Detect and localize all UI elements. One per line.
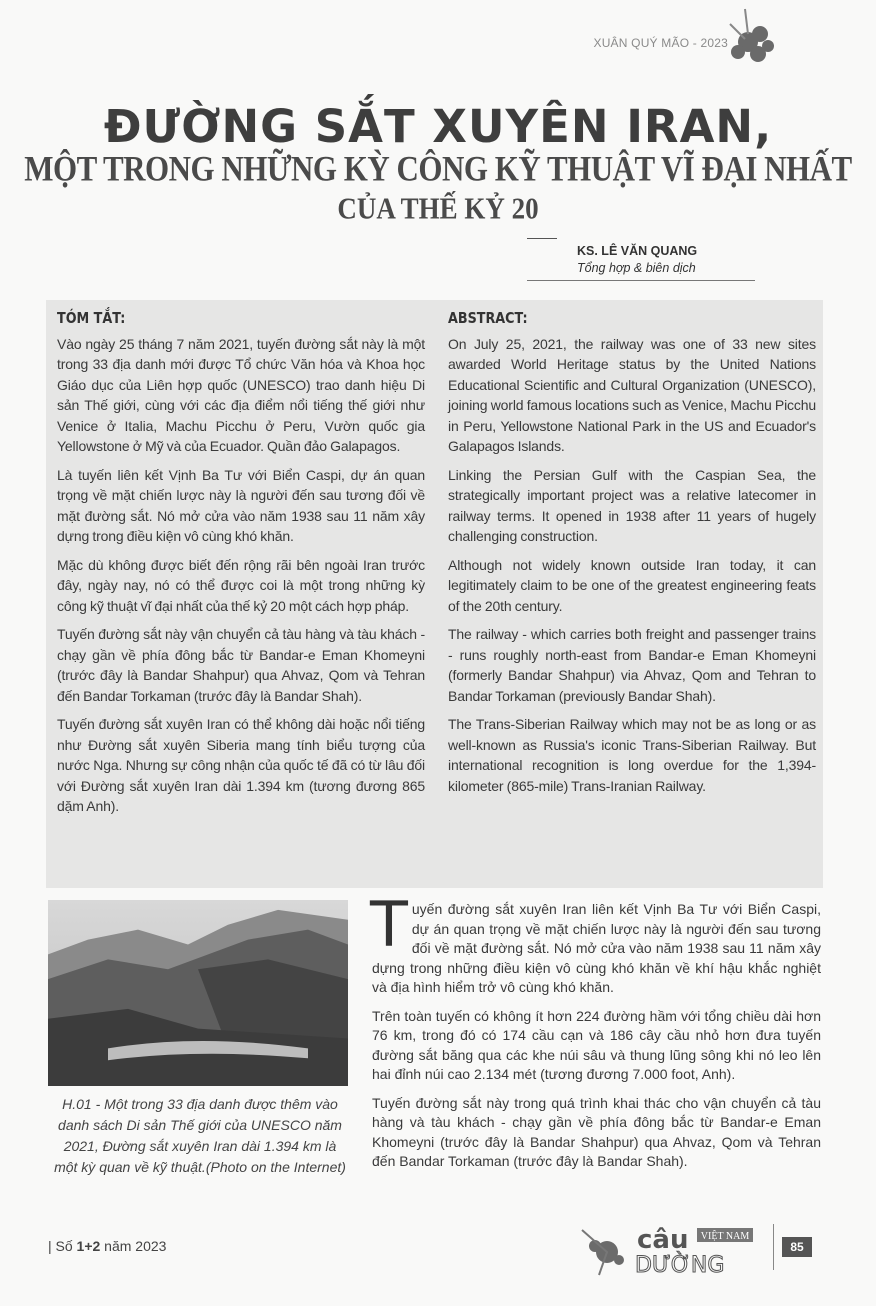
issue-suffix: năm 2023: [100, 1238, 167, 1254]
article-title: ĐƯỜNG SẮT XUYÊN IRAN,: [103, 100, 773, 153]
svg-text:câu: câu: [637, 1225, 689, 1255]
paragraph: On July 25, 2021, the railway was one of 33 new sites awarded World Heritage status by the United Nations Educational Scientific and Cultural Organization (UNESCO), joining world famous locations such as Venice, Machu Picchu in Peru, Yellowstone National Park in the US and Ecuador's Galapagos Islands.: [448, 335, 816, 454]
flower-decoration-icon: [710, 4, 780, 72]
article-subtitle-line1: MỘT TRONG NHỮNG KỲ CÔNG KỸ THUẬT VĨ ĐẠI NHẤT: [24, 148, 852, 189]
svg-text:VIỆT NAM: VIỆT NAM: [700, 1231, 750, 1242]
mountain-photo: [48, 900, 348, 1086]
drop-cap: T: [370, 888, 408, 961]
figure-caption: H.01 - Một trong 33 địa danh được thêm vào danh sách Di sản Thế giới của UNESCO năm 2021, Đường sắt xuyên Iran dài 1.394 km là một kỳ quan về kỹ thuật.(Photo on the Internet): [54, 1096, 346, 1175]
divider: [527, 280, 755, 281]
author-role: Tổng hợp & biên dịch: [577, 261, 696, 275]
article-subtitle-line2: CỦA THẾ KỶ 20: [337, 190, 539, 226]
paragraph: [370, 888, 821, 998]
article-body: [370, 888, 821, 1181]
issue-label: | Số 1+2 năm 2023: [48, 1238, 167, 1254]
abstract-heading: ABSTRACT:: [448, 309, 528, 327]
divider: [527, 238, 557, 239]
paragraph: Tuyến đường sắt này trong quá trình khai thác cho vận chuyển cả tàu hàng và tàu khách - chạy gần về phía đông bắc từ Bandar-e Eman Khomeyni (trước đây là Bandar Shahpur) qua Ahvaz, Qom và Tehran đến Bandar Torkaman (trước đây là Bandar Shah).: [372, 1094, 821, 1169]
abstract-box: [46, 300, 823, 888]
svg-text:DƯỜNG: DƯỜNG: [635, 1253, 725, 1278]
author-name: KS. LÊ VĂN QUANG: [577, 244, 698, 258]
paragraph: Although not widely known outside Iran today, it can legitimately claim to be one of the greatest engineering feats of the 20th century.: [448, 556, 816, 614]
paragraph: Tuyến đường sắt xuyên Iran có thể không dài hoặc nổi tiếng như Đường sắt xuyên Siberia mang tính biểu tượng của nước Nga. Nhưng sự công nhận của quốc tế đã có từ lâu đối với Đường sắt xuyên Iran dài 1.394 km (tương đương 865 dặm Anh).: [57, 716, 425, 814]
paragraph: Mặc dù không được biết đến rộng rãi bên ngoài Iran trước đây, ngày nay, nó có thể được coi là một trong những kỳ công kỹ thuật vĩ đại nhất của thế kỷ 20 một cách hợp pháp.: [57, 556, 425, 614]
divider: [773, 1224, 774, 1270]
summary-heading: TÓM TẮT:: [57, 309, 126, 327]
paragraph: Vào ngày 25 tháng 7 năm 2021, tuyến đường sắt này là một trong 33 địa danh mới được Tổ chức Văn hóa và Khoa học Giáo dục của Liên hợp quốc (UNESCO) trao danh hiệu Di sản Thế giới, cùng với các địa điểm nổi tiếng thế giới như Venice ở Italia, Machu Picchu ở Peru, Vườn quốc gia Yellowstone ở Mỹ và của Ecuador. Quần đảo Galapagos.: [57, 335, 425, 454]
cau-duong-logo: [577, 1220, 767, 1280]
paragraph-text: uyến đường sắt xuyên Iran liên kết Vịnh Ba Tư với Biển Caspi, dự án quan trọng về mặt chiến lược này là người đến sau tương đối về mặt đường sắt. Nó mở cửa vào năm 1938 sau 11 năm xây dựng trong những điều kiện vô cùng khó khăn về khí hậu khắc nghiệt và địa hình hiểm trở vô cùng khó khăn.: [372, 901, 821, 995]
issue-prefix: Số: [55, 1238, 77, 1254]
running-header: XUÂN QUÝ MÃO - 2023: [593, 36, 728, 50]
paragraph: Là tuyến liên kết Vịnh Ba Tư với Biển Caspi, dự án quan trọng về mặt chiến lược này là người đến sau tương đối về mặt đường sắt. Nó mở cửa vào năm 1938 sau 11 năm xây dựng trong điều kiện vô cùng khó khăn.: [57, 466, 425, 544]
paragraph: Trên toàn tuyến có không ít hơn 224 đường hầm với tổng chiều dài hơn 76 km, trong đó có 174 cầu cạn và 186 cây cầu nhỏ hơn đưa tuyến đường sắt băng qua các khe núi sâu và thung lũng sông khi nó leo lên hai đỉnh núi cao 2.134 mét (tương đương 7.000 foot, Anh).: [372, 1007, 821, 1082]
paragraph: The railway - which carries both freight and passenger trains - runs roughly north-east from Bandar-e Eman Khomeyni (formerly Bandar Shahpur) via Ahvaz, Qom and Tehran to Bandar Torkaman (previously Bandar Shah).: [448, 626, 816, 704]
summary-vietnamese: [57, 308, 425, 825]
paragraph: Linking the Persian Gulf with the Caspian Sea, the strategically important project was a relative latecomer in railway terms. It opened in 1938 after 11 years of hugely challenging construction.: [448, 466, 816, 544]
page-number: 85: [782, 1237, 812, 1257]
summary-english: [448, 308, 816, 804]
paragraph: Tuyến đường sắt này vận chuyển cả tàu hàng và tàu khách - chạy gần về phía đông bắc từ Bandar-e Eman Khomeyni (trước đây là Bandar Shahpur) qua Ahvaz, Qom và Tehran đến Bandar Torkaman (trước đây là Bandar Shah).: [57, 626, 425, 704]
paragraph: The Trans-Siberian Railway which may not be as long or as well-known as Russia's iconic Trans-Siberian Railway. But international recognition is long overdue for the 1,394-kilometer (865-mile) Trans-Iranian Railway.: [448, 716, 816, 794]
issue-number: 1+2: [76, 1238, 101, 1254]
